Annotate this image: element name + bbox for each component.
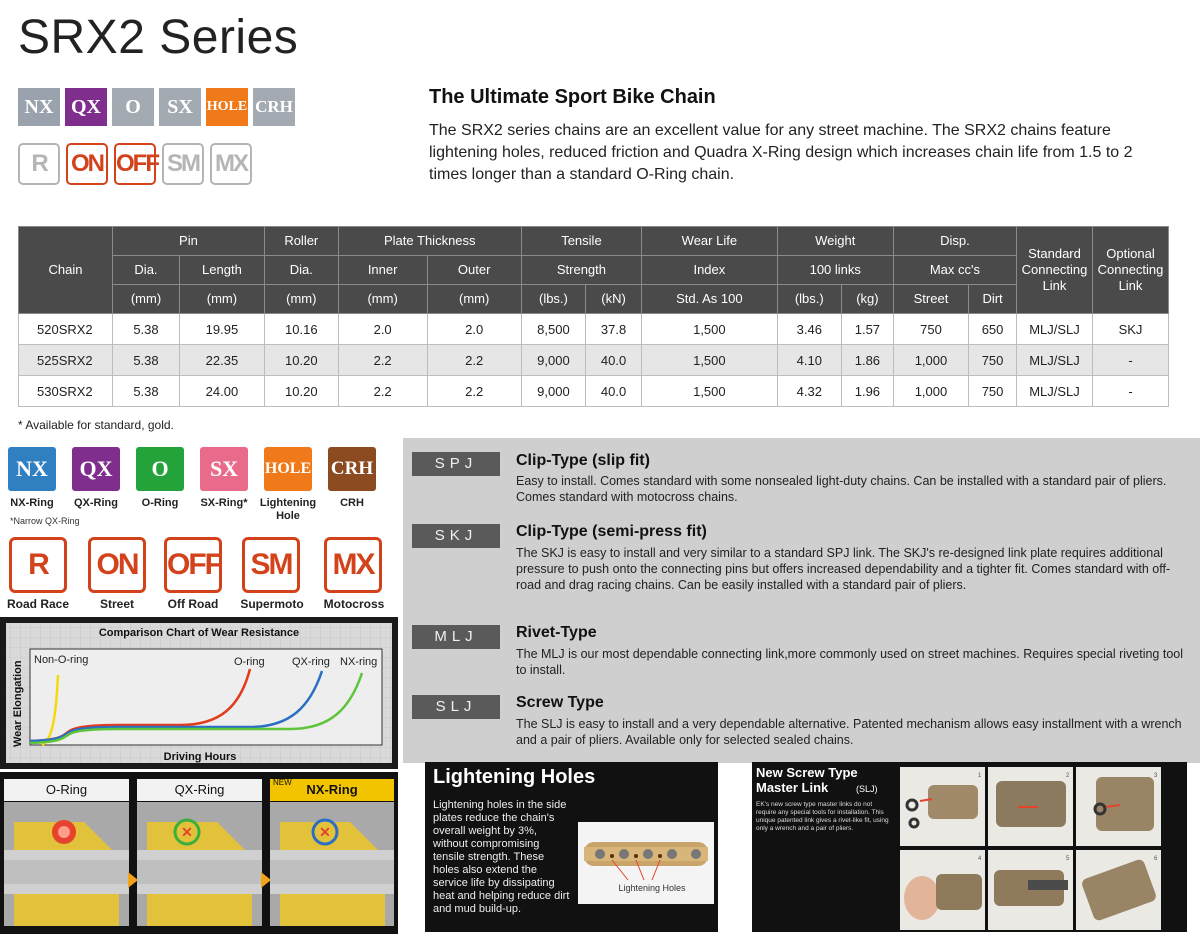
chain-image <box>578 822 714 904</box>
table-cell: 1,500 <box>642 345 778 376</box>
link-tag-mlj: MLJ <box>412 625 500 649</box>
table-cell: 2.0 <box>427 314 521 345</box>
legend-o: O <box>136 447 184 491</box>
nx-ring-diagram <box>270 802 394 926</box>
table-cell: 9,000 <box>521 345 585 376</box>
step-photo-5 <box>988 850 1073 930</box>
th-pin-dia: Dia. <box>113 256 180 285</box>
legend-caption: QX-Ring <box>74 497 118 509</box>
intro-text: The SRX2 series chains are an excellent value for any street machine. The SRX2 chains feature lightening holes, reduced friction and Quadra X-Ring design which increases chain life from 1.5 to 2 times longer than a standard O-Ring chain. <box>429 122 1133 183</box>
th-unit: (mm) <box>113 285 180 314</box>
table-cell: 19.95 <box>179 314 264 345</box>
table-cell: 10.20 <box>264 345 338 376</box>
th-unit: (lbs.) <box>521 285 585 314</box>
table-cell: 22.35 <box>179 345 264 376</box>
table-cell: 40.0 <box>586 376 642 407</box>
th-unit: Street <box>893 285 968 314</box>
footnote: * Available for standard, gold. <box>18 418 174 432</box>
table-cell: 1,500 <box>642 376 778 407</box>
step-photo-6 <box>1076 850 1161 930</box>
step-photo-2 <box>988 767 1073 846</box>
ring-head-o: O-Ring <box>4 779 129 801</box>
y-axis-label: Wear Elongation <box>12 660 24 747</box>
th-wear: Wear Life <box>642 227 778 256</box>
series-label: QX-ring <box>292 656 330 668</box>
table-cell: 2.2 <box>427 376 521 407</box>
use-badge-off: OFF <box>114 143 156 185</box>
table-cell: MLJ/SLJ <box>1017 345 1093 376</box>
table-cell: 2.2 <box>338 345 427 376</box>
badge-sx: SX <box>159 88 201 126</box>
link-tag-skj: SKJ <box>412 524 500 548</box>
table-row <box>19 345 1169 376</box>
table-cell: 750 <box>893 314 968 345</box>
table-cell: MLJ/SLJ <box>1017 314 1093 345</box>
screw-type-title: New Screw Type Master Link (SLJ) <box>756 765 878 795</box>
th-disp: Disp. <box>893 227 1016 256</box>
arrow-icon <box>128 872 138 888</box>
link-title-slj: Screw Type <box>516 694 604 711</box>
table-cell: 8,500 <box>521 314 585 345</box>
legend-caption: O-Ring <box>141 497 179 509</box>
table-cell: 2.2 <box>427 345 521 376</box>
wear-chart-panel <box>0 617 398 769</box>
table-cell: 750 <box>969 345 1017 376</box>
table-cell: 1,000 <box>893 345 968 376</box>
chain-image-label: Lightening Holes <box>618 883 686 893</box>
legend-use-caption: Off Road <box>167 597 219 611</box>
legend-caption: SX-Ring* <box>200 497 248 509</box>
table-cell: 520SRX2 <box>19 314 113 345</box>
step-photo-4 <box>900 850 985 930</box>
step-number: 2 <box>1066 773 1070 779</box>
ring-illustration-o <box>4 802 129 926</box>
legend-use-caption: Street <box>99 597 134 611</box>
table-cell: 525SRX2 <box>19 345 113 376</box>
legend-hole: HOLE <box>264 447 312 491</box>
th-unit: (kg) <box>841 285 893 314</box>
step-number: 3 <box>1154 773 1158 779</box>
link-title-mlj: Rivet-Type <box>516 624 597 641</box>
table-row <box>19 314 1169 345</box>
table-cell: 37.8 <box>586 314 642 345</box>
spec-table <box>18 226 1169 407</box>
legend-sx: SX <box>200 447 248 491</box>
table-cell: 10.20 <box>264 376 338 407</box>
x-axis-label: Driving Hours <box>163 751 237 763</box>
th-unit: Dirt <box>969 285 1017 314</box>
table-cell: 1,000 <box>893 376 968 407</box>
table-cell: 24.00 <box>179 376 264 407</box>
table-cell: 5.38 <box>113 314 180 345</box>
qx-ring-diagram <box>137 802 262 926</box>
arrow-icon <box>261 872 271 888</box>
th-unit: Std. As 100 <box>642 285 778 314</box>
legend-crh: CRH <box>328 447 376 491</box>
table-cell: 10.16 <box>264 314 338 345</box>
th-unit: (lbs.) <box>777 285 841 314</box>
legend-qx: QX <box>72 447 120 491</box>
step-number: 6 <box>1154 856 1158 862</box>
table-cell: 3.46 <box>777 314 841 345</box>
legend-road-race-badge: R <box>9 537 67 593</box>
th-100links: 100 links <box>777 256 893 285</box>
link-text-mlj: The MLJ is our most dependable connecting link,more commonly used on street machines. Requires special riveting tool to install. <box>516 647 1183 677</box>
th-plate: Plate Thickness <box>338 227 521 256</box>
th-opt-link: Optional Connecting Link <box>1093 227 1169 314</box>
badge-hole: HOLE <box>206 88 248 126</box>
legend-caption: CRH <box>340 497 364 509</box>
th-unit: (kN) <box>586 285 642 314</box>
table-cell: 40.0 <box>586 345 642 376</box>
screw-type-text: EK's new screw type master links do not require any special tools for installation. This unique patented link gives a rivet-like fit, using only a wrench and a pair of pliers. <box>756 801 889 832</box>
o-ring-diagram <box>4 802 129 926</box>
th-tensile: Tensile <box>521 227 641 256</box>
table-cell: 1.57 <box>841 314 893 345</box>
page-title: SRX2 Series <box>18 11 299 64</box>
link-title-skj: Clip-Type (semi-press fit) <box>516 523 707 540</box>
legend-caption: Lightening Hole <box>259 497 317 522</box>
step-number: 5 <box>1066 856 1070 862</box>
svg-text:✕: ✕ <box>181 824 193 840</box>
table-row <box>19 376 1169 407</box>
th-maxcc: Max cc's <box>893 256 1016 285</box>
table-cell: 4.10 <box>777 345 841 376</box>
table-cell: 1.86 <box>841 345 893 376</box>
link-tag-slj: SLJ <box>412 695 500 719</box>
link-tag-spj: SPJ <box>412 452 500 476</box>
chain-illustration <box>578 822 714 904</box>
wear-chart-title: Comparison Chart of Wear Resistance <box>98 627 300 639</box>
th-std-link: Standard Connecting Link <box>1017 227 1093 314</box>
ring-head-qx: QX-Ring <box>137 779 262 801</box>
th-roller: Roller <box>264 227 338 256</box>
link-text-spj: Easy to install. Comes standard with some nonsealed light-duty chains. Can be installed with a standard pair of pliers. Comes standard with motocross chains. <box>516 474 1167 504</box>
link-text-skj: The SKJ is easy to install and very similar to a standard SPJ link. The SKJ's re-designed link plate requires additional pressure to push onto the connecting pins but offers increased dependability and a tighter fit. Comes standard with off-road and drag racing chains. Can be easily installed with a standard pair of pliers. <box>516 546 1171 592</box>
th-unit: (mm) <box>427 285 521 314</box>
use-badge-r: R <box>18 143 60 185</box>
table-cell: 650 <box>969 314 1017 345</box>
screw-type-suffix: (SLJ) <box>856 784 878 794</box>
use-badge-mx: MX <box>210 143 252 185</box>
th-pin-length: Length <box>179 256 264 285</box>
series-label: Non-O-ring <box>34 654 89 666</box>
th-weight: Weight <box>777 227 893 256</box>
step-number: 4 <box>978 856 982 862</box>
legend-use-caption: Motocross <box>323 597 385 611</box>
series-label: O-ring <box>234 656 265 668</box>
th-roller-dia: Dia. <box>264 256 338 285</box>
legend-use-caption: Supermoto <box>240 597 304 611</box>
legend-motocross-badge: MX <box>324 537 382 593</box>
table-cell: - <box>1093 376 1169 407</box>
legend-nx: NX <box>8 447 56 491</box>
table-cell: 9,000 <box>521 376 585 407</box>
lightening-holes-text: Lightening holes in the side plates reduce the chain's overall weight by 3%, without compromising tensile strength. These holes also extend the service life by dissipating heat and helping reduce dirt and mud build-up. <box>433 799 570 915</box>
table-cell: MLJ/SLJ <box>1017 376 1093 407</box>
th-chain: Chain <box>19 227 113 314</box>
table-cell: 1.96 <box>841 376 893 407</box>
legend-off-road-badge: OFF <box>164 537 222 593</box>
legend-supermoto-badge: SM <box>242 537 300 593</box>
use-badge-sm: SM <box>162 143 204 185</box>
badge-nx: NX <box>18 88 60 126</box>
th-index: Index <box>642 256 778 285</box>
table-cell: SKJ <box>1093 314 1169 345</box>
table-cell: 750 <box>969 376 1017 407</box>
series-label: NX-ring <box>340 656 378 668</box>
wear-chart <box>0 617 398 769</box>
th-outer: Outer <box>427 256 521 285</box>
legend-street-badge: ON <box>88 537 146 593</box>
link-text-slj: The SLJ is easy to install and a very dependable alternative. Patented mechanism allows easy installment with a wrench and a pair of pliers. Available only for selected sealed chains. <box>516 717 1182 747</box>
table-cell: 2.0 <box>338 314 427 345</box>
th-unit: (mm) <box>338 285 427 314</box>
badge-crh: CRH <box>253 88 295 126</box>
headline: The Ultimate Sport Bike Chain <box>429 86 716 108</box>
step-photo-3 <box>1076 767 1161 846</box>
legend-caption: NX-Ring <box>10 497 54 509</box>
table-cell: 4.32 <box>777 376 841 407</box>
link-title-spj: Clip-Type (slip fit) <box>516 452 650 469</box>
badge-qx: QX <box>65 88 107 126</box>
table-cell: 5.38 <box>113 376 180 407</box>
ring-head-nx: NEW NX-Ring <box>270 779 394 801</box>
badge-o: O <box>112 88 154 126</box>
table-cell: - <box>1093 345 1169 376</box>
step-number: 1 <box>978 773 982 779</box>
svg-text:✕: ✕ <box>319 824 331 840</box>
ring-illustration-nx <box>270 802 394 926</box>
step-photo-1 <box>900 767 985 846</box>
th-unit: (mm) <box>179 285 264 314</box>
th-pin: Pin <box>113 227 265 256</box>
new-tag: NEW <box>273 778 292 787</box>
th-inner: Inner <box>338 256 427 285</box>
legend-use-caption: Road Race <box>6 597 70 611</box>
table-cell: 2.2 <box>338 376 427 407</box>
table-cell: 1,500 <box>642 314 778 345</box>
narrow-note: *Narrow QX-Ring <box>10 516 80 526</box>
use-badge-on: ON <box>66 143 108 185</box>
lightening-holes-title: Lightening Holes <box>433 766 596 788</box>
th-strength: Strength <box>521 256 641 285</box>
th-unit: (mm) <box>264 285 338 314</box>
table-cell: 530SRX2 <box>19 376 113 407</box>
table-cell: 5.38 <box>113 345 180 376</box>
ring-illustration-qx <box>137 802 262 926</box>
